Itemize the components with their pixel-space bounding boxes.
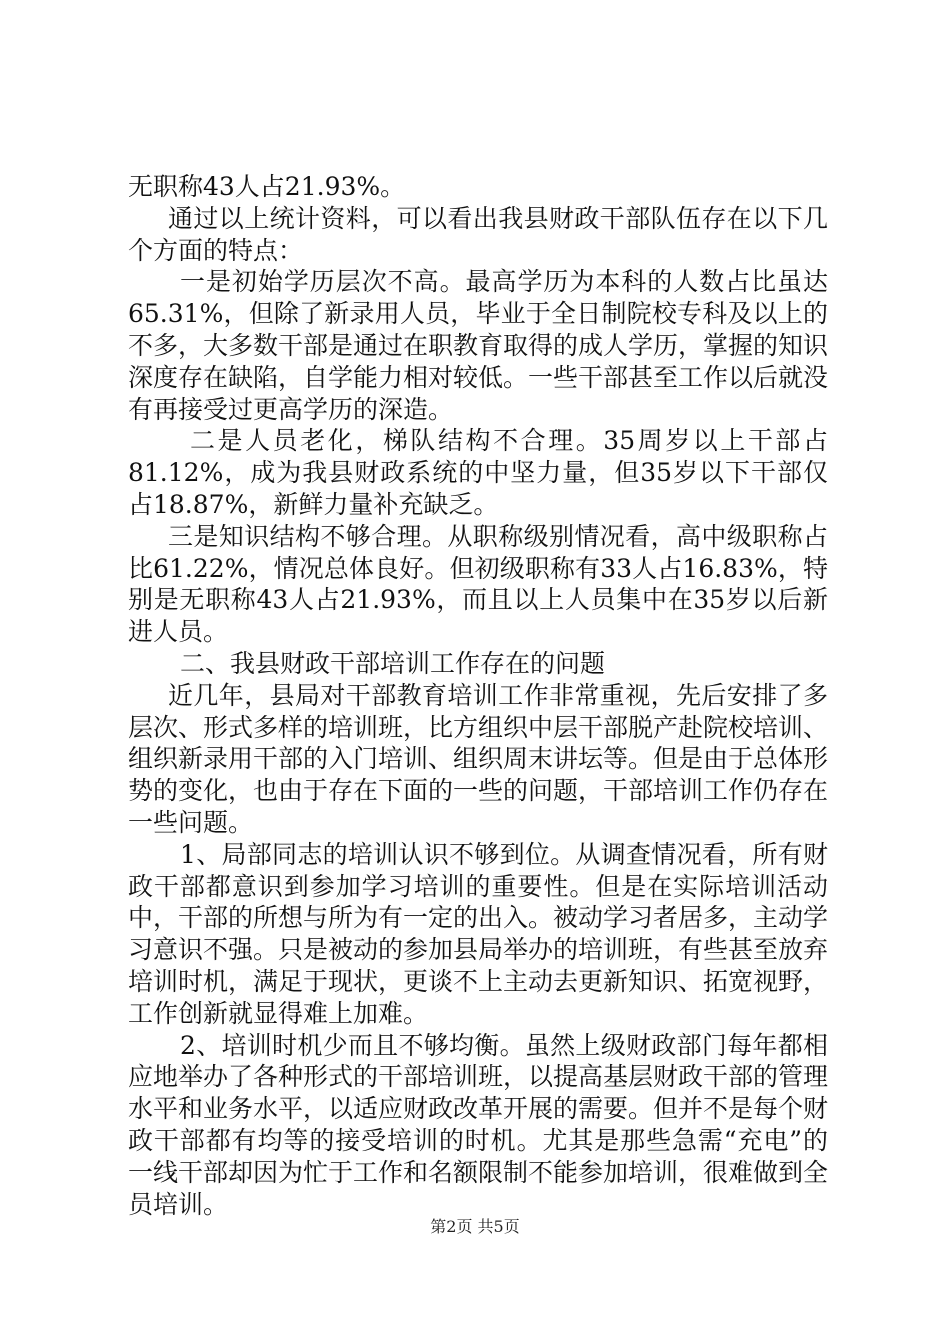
paragraph-point-3: 三是知识结构不够合理。从职称级别情况看，高中级职称占比61.22%，情况总体良好。但初级职称有33人占16.83%，特别是无职称43人占21.93%，而且以上人员集中在35岁以后新进人员。: [128, 521, 828, 647]
paragraph-overview: 近几年，县局对干部教育培训工作非常重视，先后安排了多层次、形式多样的培训班，比方组织中层干部脱产赴院校培训、组织新录用干部的入门培训、组织周末讲坛等。但是由于总体形势的变化，也由于存在下面的一些的问题，干部培训工作仍存在一些问题。: [128, 680, 829, 837]
document-body: [128, 171, 828, 1220]
paragraph-continuation: 无职称43人占21.93%。: [128, 172, 406, 201]
paragraph-issue-1: 1、局部同志的培训认识不够到位。从调查情况看，所有财政干部都意识到参加学习培训的重要性。但是在实际培训活动中，干部的所想与所为有一定的出入。被动学习者居多，主动学习意识不强。只是被动的参加县局举办的培训班，有些甚至放弃培训时机，满足于现状，更谈不上主动去更新知识、拓宽视野，工作创新就显得难上加难。: [128, 839, 829, 1028]
section-heading: 二、我县财政干部培训工作存在的问题: [180, 648, 606, 678]
page-number-footer: 第2页 共5页: [430, 1217, 520, 1236]
paragraph-point-2: 二是人员老化，梯队结构不合理。35周岁以上干部占81.12%，成为我县财政系统的中坚力量，但35岁以下干部仅占18.87%，新鲜力量补充缺乏。: [128, 426, 828, 519]
paragraph-issue-2: 2、培训时机少而且不够均衡。虽然上级财政部门每年都相应地举办了各种形式的干部培训班，以提高基层财政干部的管理水平和业务水平，以适应财政改革开展的需要。但并不是每个财政干部都有均等的接受培训的时机。尤其是那些急需“充电”的一线干部却因为忙于工作和名额限制不能参加培训，很难做到全员培训。: [128, 1030, 829, 1219]
paragraph-point-1: 一是初始学历层次不高。最高学历为本科的人数占比虽达65.31%，但除了新录用人员，毕业于全日制院校专科及以上的不多，大多数干部是通过在职教育取得的成人学历，掌握的知识深度存在缺陷，自学能力相对较低。一些干部甚至工作以后就没有再接受过更高学历的深造。: [128, 267, 829, 424]
paragraph-intro: 通过以上统计资料，可以看出我县财政干部队伍存在以下几个方面的特点：: [128, 203, 828, 265]
